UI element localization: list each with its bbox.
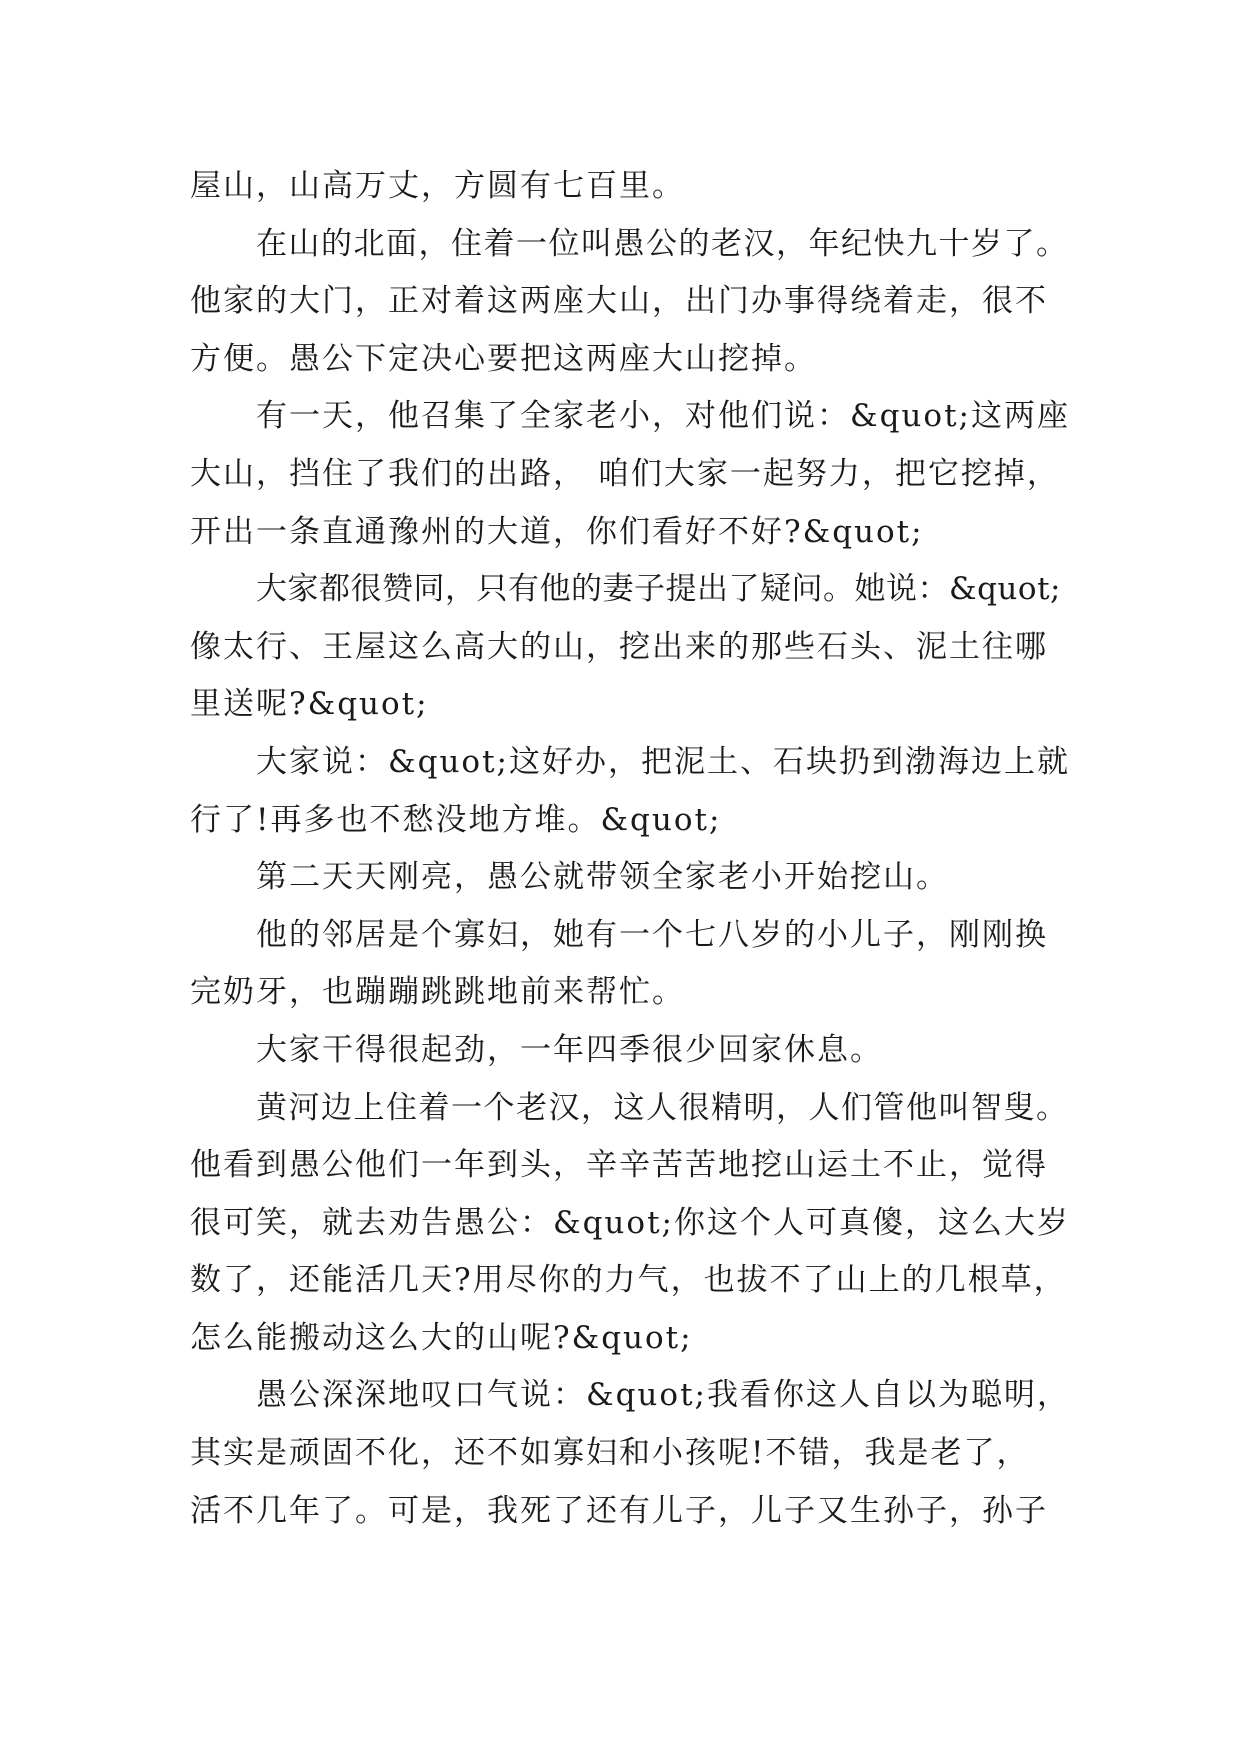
text-line: 大家都很赞同，只有他的妻子提出了疑问。她说：&quot;: [256, 571, 1061, 608]
text-line: 像太行、王屋这么高大的山，挖出来的那些石头、泥土往哪: [190, 628, 1048, 665]
text-line: 有一天，他召集了全家老小，对他们说：&quot;这两座: [256, 398, 1070, 435]
text-line: 里送呢?&quot;: [190, 686, 429, 723]
document-text-body: [190, 158, 1070, 1540]
text-line: 他家的大门，正对着这两座大山，出门办事得绕着走，很不: [190, 283, 1048, 320]
text-line: 愚公深深地叹口气说：&quot;我看你这人自以为聪明，: [256, 1377, 1070, 1414]
text-line: 怎么能搬动这么大的山呢?&quot;: [190, 1319, 693, 1356]
text-line: 他的邻居是个寡妇，她有一个七八岁的小儿子，刚刚换: [256, 916, 1048, 953]
text-line: 大家说：&quot;这好办，把泥土、石块扔到渤海边上就: [256, 743, 1070, 780]
text-line: 行了!再多也不愁没地方堆。&quot;: [190, 801, 722, 838]
text-line: 第二天天刚亮，愚公就带领全家老小开始挖山。: [256, 859, 949, 896]
text-line: 活不几年了。可是，我死了还有儿子，儿子又生孙子，孙子: [190, 1492, 1048, 1529]
text-line: 完奶牙，也蹦蹦跳跳地前来帮忙。: [190, 974, 685, 1011]
text-line: 其实是顽固不化，还不如寡妇和小孩呢!不错，我是老了，: [190, 1435, 1030, 1472]
text-line: 方便。愚公下定决心要把这两座大山挖掉。: [190, 340, 817, 377]
text-line: 开出一条直通豫州的大道，你们看好不好?&quot;: [190, 513, 924, 550]
text-line: 数了，还能活几天?用尽你的力气，也拔不了山上的几根草，: [190, 1262, 1067, 1299]
text-line: 大家干得很起劲，一年四季很少回家休息。: [256, 1031, 883, 1068]
text-line: 大山，挡住了我们的出路， 咱们大家一起努力，把它挖掉，: [190, 455, 1060, 492]
text-line: 在山的北面，住着一位叫愚公的老汉，年纪快九十岁了。: [256, 225, 1069, 262]
text-line: 黄河边上住着一个老汉，这人很精明，人们管他叫智叟。: [256, 1089, 1069, 1126]
text-line: 他看到愚公他们一年到头，辛辛苦苦地挖山运土不止，觉得: [190, 1147, 1048, 1184]
text-line: 屋山，山高万丈，方圆有七百里。: [190, 168, 685, 204]
text-line: 很可笑，就去劝告愚公：&quot;你这个人可真傻，这么大岁: [190, 1204, 1070, 1241]
